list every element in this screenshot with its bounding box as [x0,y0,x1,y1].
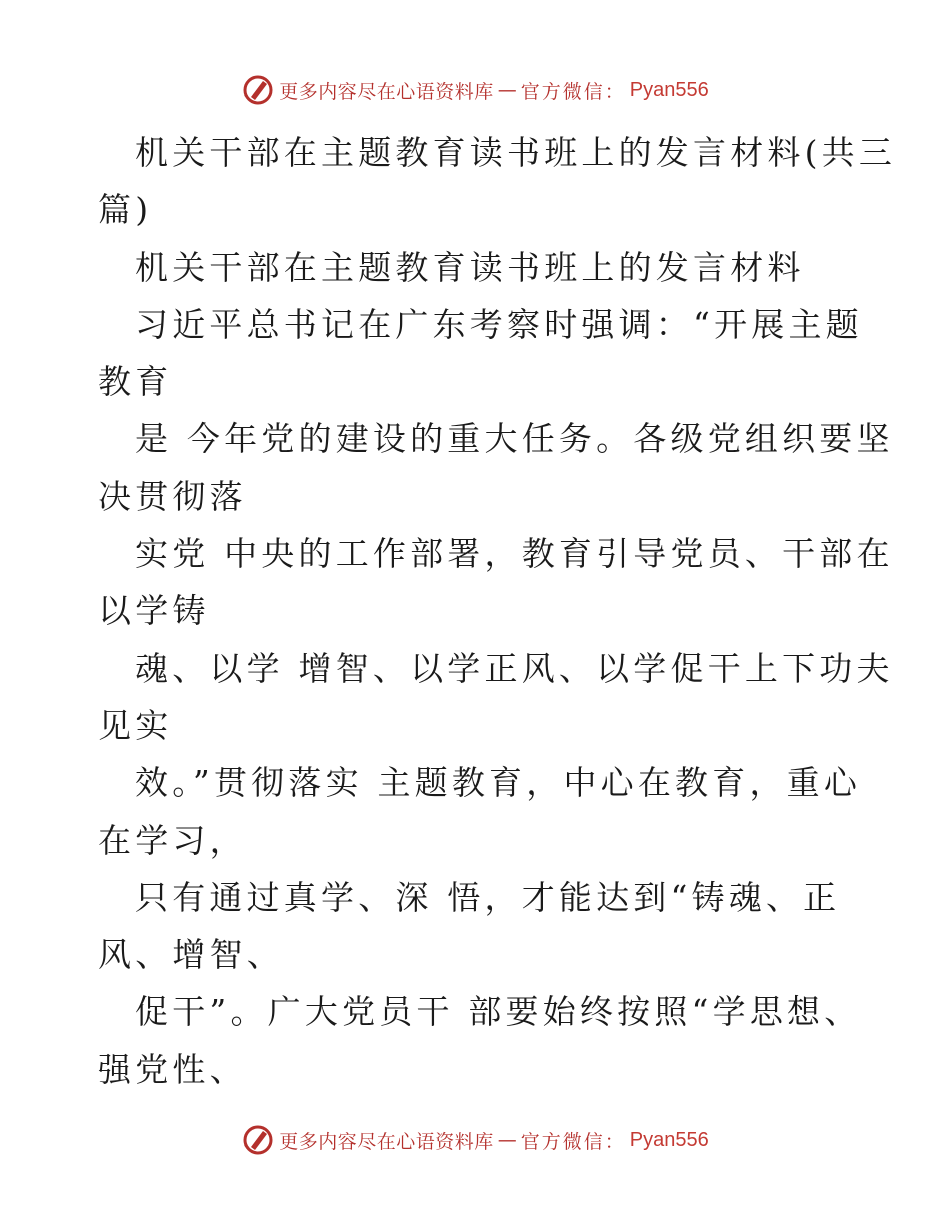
doc-line: 是 今年党的建设的重大任务。各级党组织要坚 [135,419,894,459]
doc-line: 机关干部在主题教育读书班上的发言材料(共三 [135,133,897,172]
banner-slogan: 更多内容尽在心语资料库 [279,1130,494,1153]
banner-wechat-label: 官方微信： [520,1130,626,1153]
footer-banner [0,1120,950,1160]
doc-line: 魂、以学 增智、以学正风、以学促干上下功夫 [135,648,894,688]
doc-line: 在学习， [98,820,247,860]
banner-slogan: 更多内容尽在心语资料库 [279,80,494,103]
doc-line: 见实 [98,705,173,745]
doc-line: 效。”贯彻落实 主题教育，中心在教育，重心 [135,763,862,803]
doc-line: 实党 中央的工作部署，教育引导党员、干部在 [135,534,894,574]
doc-line: 促干”。广大党员干 部要始终按照“学思想、 [135,992,862,1032]
doc-line: 只有通过真学、深 悟，才能达到“铸魂、正 [135,877,841,917]
document-body [98,124,897,1098]
doc-line: 篇) [98,190,153,230]
pen-circle-logo-icon [241,1123,275,1157]
pen-circle-logo-icon [241,73,275,107]
doc-line: 机关干部在主题教育读书班上的发言材料 [135,247,805,287]
doc-line: 决贯彻落 [98,476,247,516]
banner-dash: — [497,1129,517,1151]
doc-line: 风、增智、 [98,935,284,975]
doc-line: 强党性、 [98,1049,247,1089]
doc-line: 教育 [98,362,173,402]
banner-wechat-id: Pyan556 [629,1128,709,1151]
banner-wechat-label: 官方微信： [520,80,626,103]
doc-line: 以学铸 [98,591,210,631]
banner-dash: — [497,79,517,101]
doc-line: 习近平总书记在广东考察时强调：“开展主题 [135,304,863,344]
header-banner [0,70,950,110]
banner-wechat-id: Pyan556 [629,78,709,101]
